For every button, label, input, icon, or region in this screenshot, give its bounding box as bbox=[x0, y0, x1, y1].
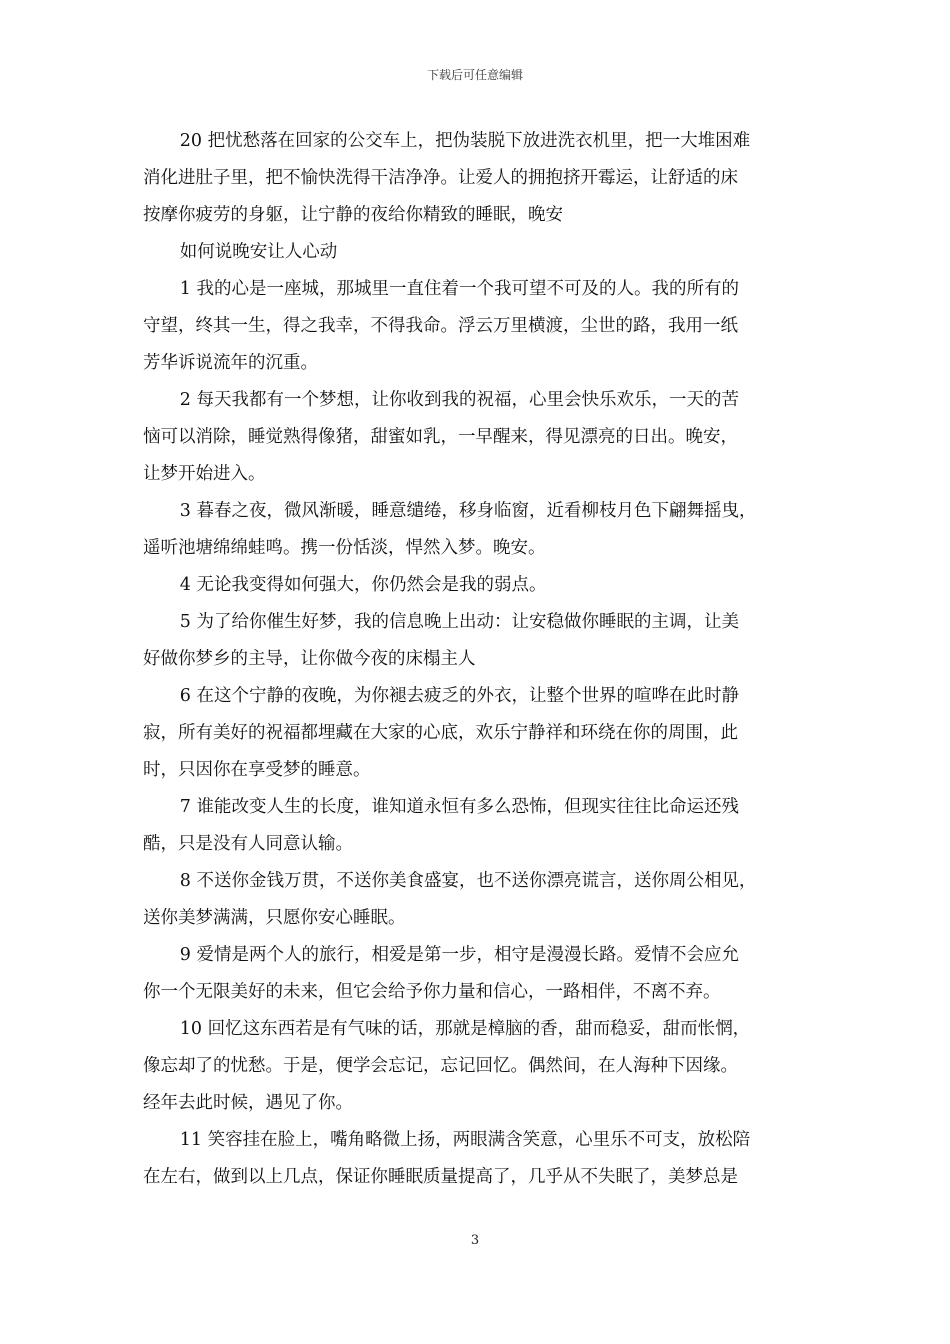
document-body bbox=[143, 123, 811, 1196]
paragraph-20: 20 把忧愁落在回家的公交车上，把伪装脱下放进洗衣机里，把一大堆困难 消化进肚子里，把不愉快洗得干洁净净。让爱人的拥抱挤开霉运，让舒适的床 按摩你疲劳的身躯，让宁静的夜给你精致的睡眠，晚安 bbox=[143, 131, 751, 225]
paragraph-11: 11 笑容挂在脸上，嘴角略微上扬，两眼满含笑意，心里乐不可支，放松陪 在左右，做到以上几点，保证你睡眠质量提高了，几乎从不失眠了，美梦总是 bbox=[143, 1130, 751, 1187]
paragraph-4: 4 无论我变得如何强大，你仍然会是我的弱点。 bbox=[179, 575, 547, 595]
paragraph-9: 9 爱情是两个人的旅行，相爱是第一步，相守是漫漫长路。爱情不会应允 你一个无限美好的未来，但它会给予你力量和信心，一路相伴，不离不弃。 bbox=[143, 945, 739, 1002]
page-header: 下载后可任意编辑 bbox=[426, 68, 523, 82]
paragraph-8: 8 不送你金钱万贯，不送你美食盛宴，也不送你漂亮谎言，送你周公相见， 送你美梦满满，只愿你安心睡眠。 bbox=[143, 871, 757, 928]
paragraph-6: 6 在这个宁静的夜晚，为你褪去疲乏的外衣，让整个世界的喧哗在此时静 寂，所有美好的祝福都埋藏在大家的心底，欢乐宁静祥和环绕在你的周围，此 时，只因你在享受梦的睡意。 bbox=[143, 686, 739, 780]
paragraph-7: 7 谁能改变人生的长度，谁知道永恒有多么恐怖，但现实往往比命运还残 酷，只是没有人同意认输。 bbox=[143, 797, 739, 854]
paragraph-5: 5 为了给你催生好梦，我的信息晚上出动：让安稳做你睡眠的主调，让美 好做你梦乡的主导，让你做今夜的床榻主人 bbox=[143, 612, 739, 669]
paragraph-1: 1 我的心是一座城，那城里一直住着一个我可望不可及的人。我的所有的 守望，终其一生，得之我幸，不得我命。浮云万里横渡，尘世的路，我用一纸 芳华诉说流年的沉重。 bbox=[143, 279, 739, 373]
section-heading: 如何说晚安让人心动 bbox=[179, 242, 338, 262]
paragraph-2: 2 每天我都有一个梦想，让你收到我的祝福，心里会快乐欢乐，一天的苦 恼可以消除，睡觉熟得像猪，甜蜜如乳，一早醒来，得见漂亮的日出。晚安， 让梦开始进入。 bbox=[143, 390, 739, 484]
paragraph-3: 3 暮春之夜，微风渐暖，睡意缱绻，移身临窗，近看柳枝月色下翩舞摇曳， 遥听池塘绵绵蛙鸣。携一份恬淡，悍然入梦。晚安。 bbox=[143, 501, 757, 558]
paragraph-10: 10 回忆这东西若是有气味的话，那就是樟脑的香，甜而稳妥，甜而怅惘， 像忘却了的忧愁。于是，便学会忘记，忘记回忆。偶然间，在人海种下因缘。 经年去此时候，遇见了你。 bbox=[143, 1019, 751, 1113]
page-number: 3 bbox=[470, 1233, 480, 1248]
